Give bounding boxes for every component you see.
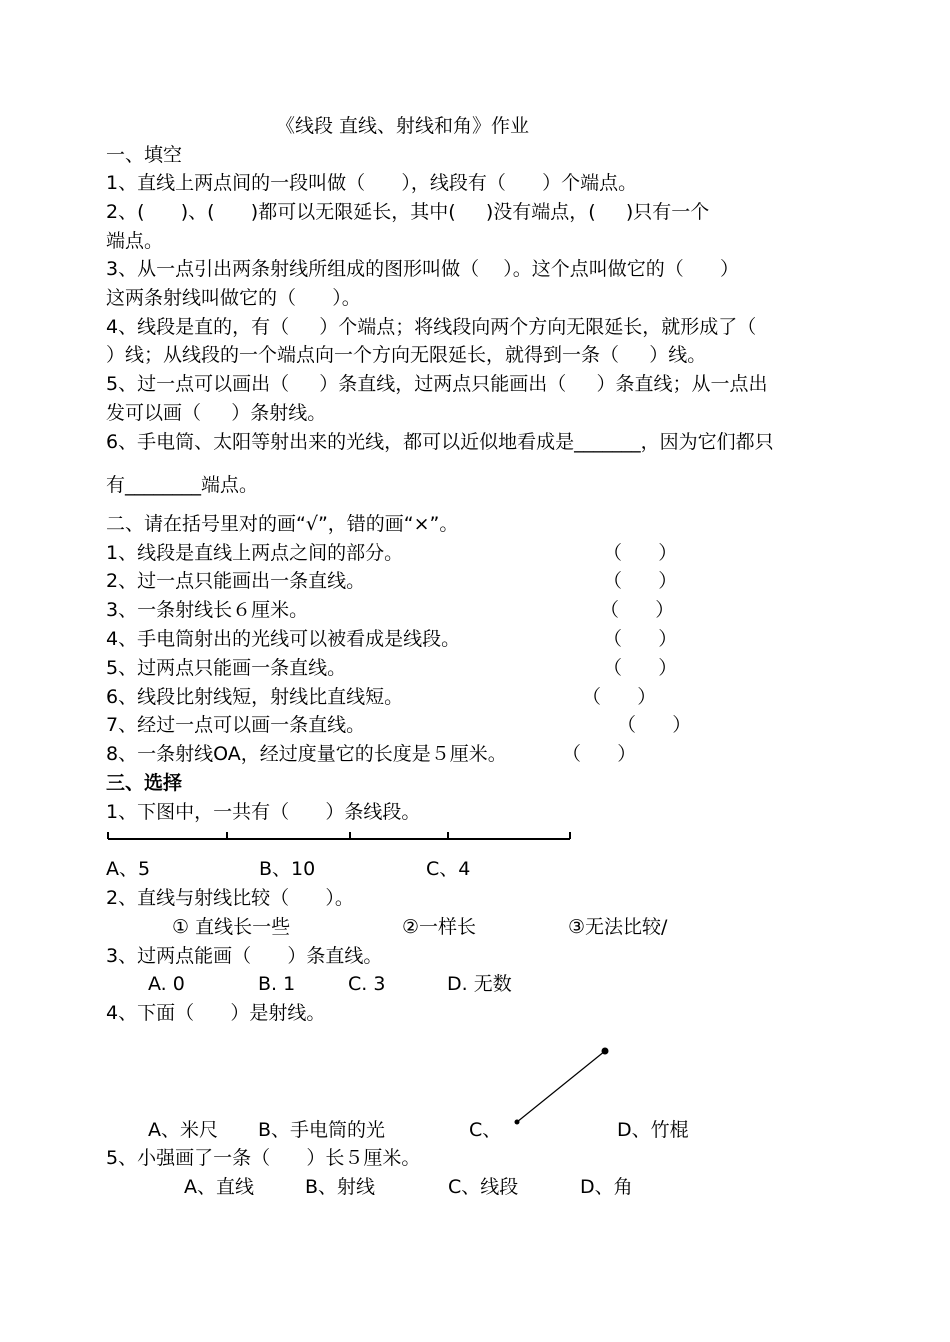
- judge-item-5-mark[interactable]: （ ）: [603, 657, 678, 679]
- choice-q4: 4、下面（ ）是射线。: [106, 1002, 326, 1024]
- q2-option-2[interactable]: ②一样长: [402, 916, 477, 938]
- fill-line-10: 6、手电筒、太阳等射出来的光线，都可以近似地看成是_______，因为它们都只: [106, 431, 774, 453]
- section2-heading: 二、请在括号里对的画“√”，错的画“×”。: [106, 513, 459, 535]
- section1-heading: 一、填空: [106, 144, 183, 166]
- q1-option-a[interactable]: A、5: [106, 858, 151, 880]
- judge-item-2-mark[interactable]: （ ）: [603, 570, 678, 592]
- fill-line-4: 3、从一点引出两条射线所组成的图形叫做（ ）。这个点叫做它的（ ）: [106, 258, 739, 280]
- q5-option-d[interactable]: D、角: [580, 1176, 633, 1198]
- fill-line-6: 4、线段是直的，有（ ）个端点；将线段向两个方向无限延长，就形成了（: [106, 316, 757, 338]
- q4-option-c[interactable]: C、: [469, 1119, 502, 1141]
- judge-item-7-text: 7、经过一点可以画一条直线。: [106, 714, 366, 736]
- choice-q3: 3、过两点能画（ ）条直线。: [106, 945, 383, 967]
- judge-item-1-text: 1、线段是直线上两点之间的部分。: [106, 542, 404, 564]
- q4-option-d[interactable]: D、竹棍: [617, 1119, 689, 1141]
- judge-item-6-text: 6、线段比射线短，射线比直线短。: [106, 686, 404, 708]
- section3-heading: 三、选择: [106, 772, 183, 794]
- q5-option-c[interactable]: C、线段: [448, 1176, 519, 1198]
- fill-line-8: 5、过一点可以画出（ ）条直线，过两点只能画出（ ）条直线；从一点出: [106, 373, 768, 395]
- q5-option-a[interactable]: A、直线: [184, 1176, 254, 1198]
- judge-item-8-mark[interactable]: （ ）: [562, 743, 637, 765]
- q5-option-b[interactable]: B、射线: [305, 1176, 376, 1198]
- option-c-endpoint-top: [602, 1048, 609, 1055]
- judge-item-1-mark[interactable]: （ ）: [603, 542, 678, 564]
- q3-option-a[interactable]: A. 0: [148, 973, 185, 995]
- fill-line-5: 这两条射线叫做它的（ ）。: [106, 287, 361, 309]
- option-c-segment: [517, 1051, 605, 1122]
- judge-item-5-text: 5、过两点只能画一条直线。: [106, 657, 347, 679]
- option-c-endpoint-bottom: [515, 1120, 520, 1125]
- judge-item-2-text: 2、过一点只能画出一条直线。: [106, 570, 366, 592]
- q3-option-c[interactable]: C. 3: [348, 973, 386, 995]
- q4-option-a[interactable]: A、米尺: [148, 1119, 218, 1141]
- judge-item-3-text: 3、一条射线长６厘米。: [106, 599, 309, 621]
- choice-q1: 1、下图中，一共有（ ）条线段。: [106, 801, 421, 823]
- q3-option-d[interactable]: D. 无数: [447, 973, 512, 995]
- fill-line-3: 端点。: [106, 230, 164, 252]
- q2-option-3[interactable]: ③无法比较/: [568, 916, 668, 938]
- q2-option-1[interactable]: ① 直线长一些: [172, 916, 291, 938]
- fill-line-2: 2、( )、( )都可以无限延长，其中( )没有端点，( )只有一个: [106, 201, 710, 223]
- fill-line-1: 1、直线上两点间的一段叫做（ ），线段有（ ）个端点。: [106, 172, 638, 194]
- page-title: 《线段 直线、射线和角》作业: [276, 115, 530, 137]
- fill-line-11: 有________端点。: [106, 474, 259, 496]
- choice-q5: 5、小强画了一条（ ）长５厘米。: [106, 1147, 421, 1169]
- judge-item-3-mark[interactable]: （ ）: [600, 599, 675, 621]
- choice-q2: 2、直线与射线比较（ ）。: [106, 887, 354, 909]
- judge-item-6-mark[interactable]: （ ）: [582, 686, 657, 708]
- q3-option-b[interactable]: B. 1: [258, 973, 296, 995]
- judge-item-7-mark[interactable]: （ ）: [617, 714, 692, 736]
- fill-line-9: 发可以画（ ）条射线。: [106, 402, 327, 424]
- judge-item-8-text: 8、一条射线OA，经过度量它的长度是５厘米。: [106, 743, 507, 765]
- judge-item-4-mark[interactable]: （ ）: [603, 628, 678, 650]
- judge-item-4-text: 4、手电筒射出的光线可以被看成是线段。: [106, 628, 461, 650]
- q1-option-b[interactable]: B、10: [259, 858, 316, 880]
- fill-line-7: ）线；从线段的一个端点向一个方向无限延长，就得到一条（ ）线。: [106, 344, 707, 366]
- q1-option-c[interactable]: C、4: [426, 858, 471, 880]
- q4-option-b[interactable]: B、手电筒的光: [258, 1119, 386, 1141]
